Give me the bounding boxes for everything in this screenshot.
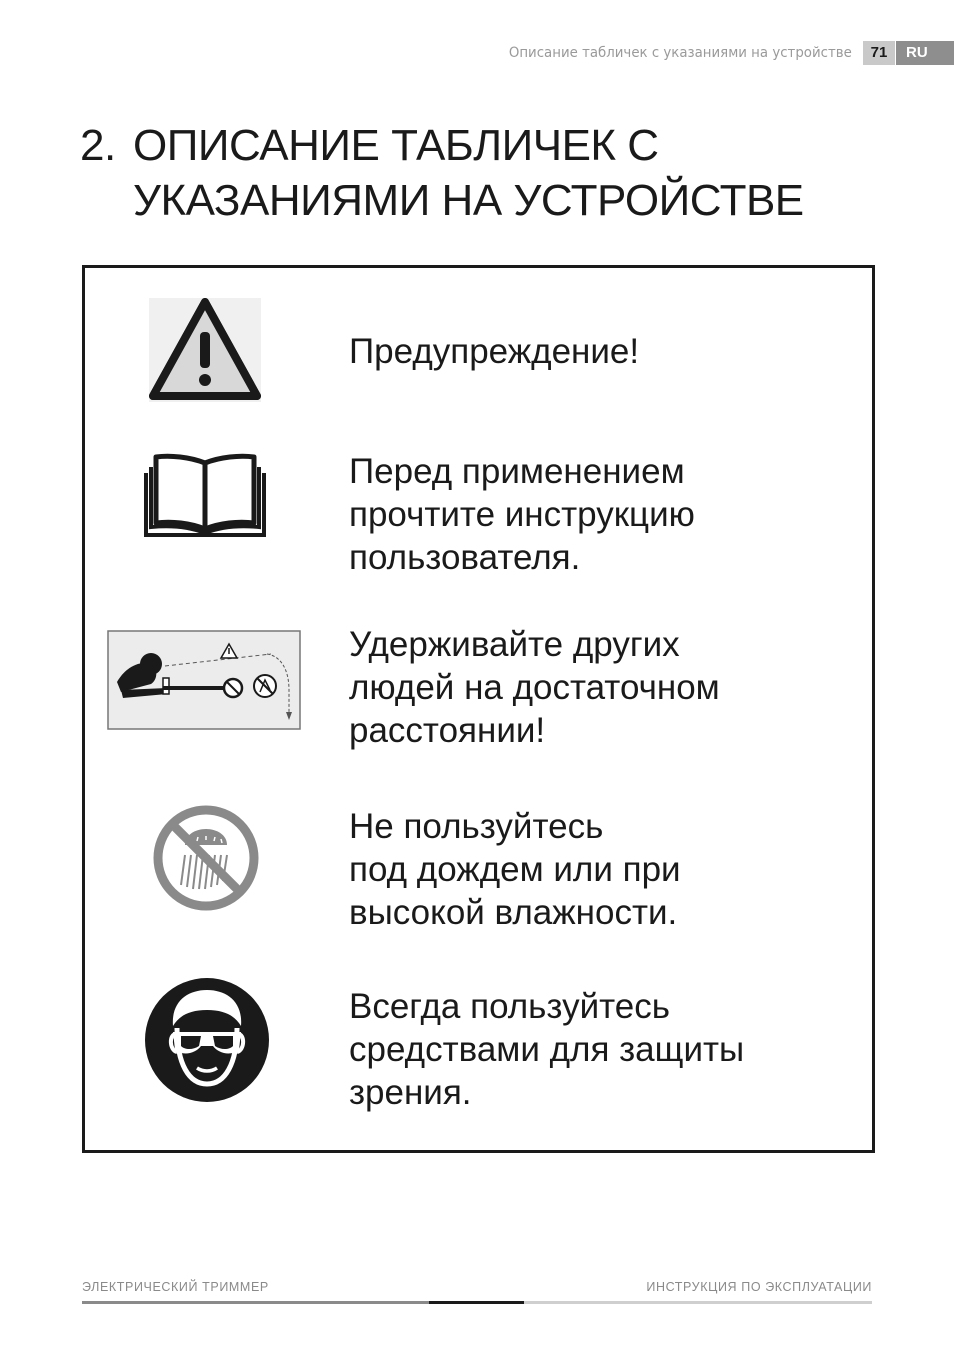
sign-text-warning: Предупреждение! (349, 332, 640, 371)
footer-rule-left (82, 1301, 429, 1304)
sign-text-distance: Удерживайте других людей на достаточном расстоянии! (349, 625, 720, 750)
warning-triangle-icon (149, 298, 261, 402)
no-rain-icon (151, 803, 261, 913)
sign-text-rain: Не пользуйтесь под дождем или при высокой влажности. (349, 807, 681, 932)
signs-panel (82, 265, 875, 1153)
sign-text-manual: Перед применением прочтите инструкцию пользователя. (349, 452, 695, 577)
footer-document-type: ИНСТРУКЦИЯ ПО ЭКСПЛУАТАЦИИ (646, 1280, 872, 1294)
sign-row-warning (85, 268, 872, 408)
page-title (80, 118, 804, 228)
section-number: 2. (80, 121, 116, 170)
sign-text-eye-protection: Всегда пользуйтесь средствами для защиты зрения. (349, 987, 745, 1112)
sign-row-distance (85, 608, 872, 768)
keep-distance-icon (107, 630, 301, 730)
footer-product-name: ЭЛЕКТРИЧЕСКИЙ ТРИММЕР (82, 1280, 269, 1294)
sign-row-eye-protection (85, 968, 872, 1148)
read-manual-book-icon (142, 451, 268, 539)
footer-rule-center (429, 1301, 524, 1304)
running-header: Описание табличек с указаниями на устройстве (509, 45, 852, 61)
footer-rule-right (524, 1301, 872, 1304)
sign-row-manual (85, 428, 872, 588)
title-line-2: УКАЗАНИЯМИ НА УСТРОЙСТВЕ (133, 176, 804, 225)
sign-row-rain (85, 788, 872, 948)
page-number: 71 (863, 41, 895, 65)
language-badge: RU (896, 41, 954, 65)
eye-protection-icon (143, 976, 271, 1104)
title-line-1: ОПИСАНИЕ ТАБЛИЧЕК С (133, 121, 659, 170)
